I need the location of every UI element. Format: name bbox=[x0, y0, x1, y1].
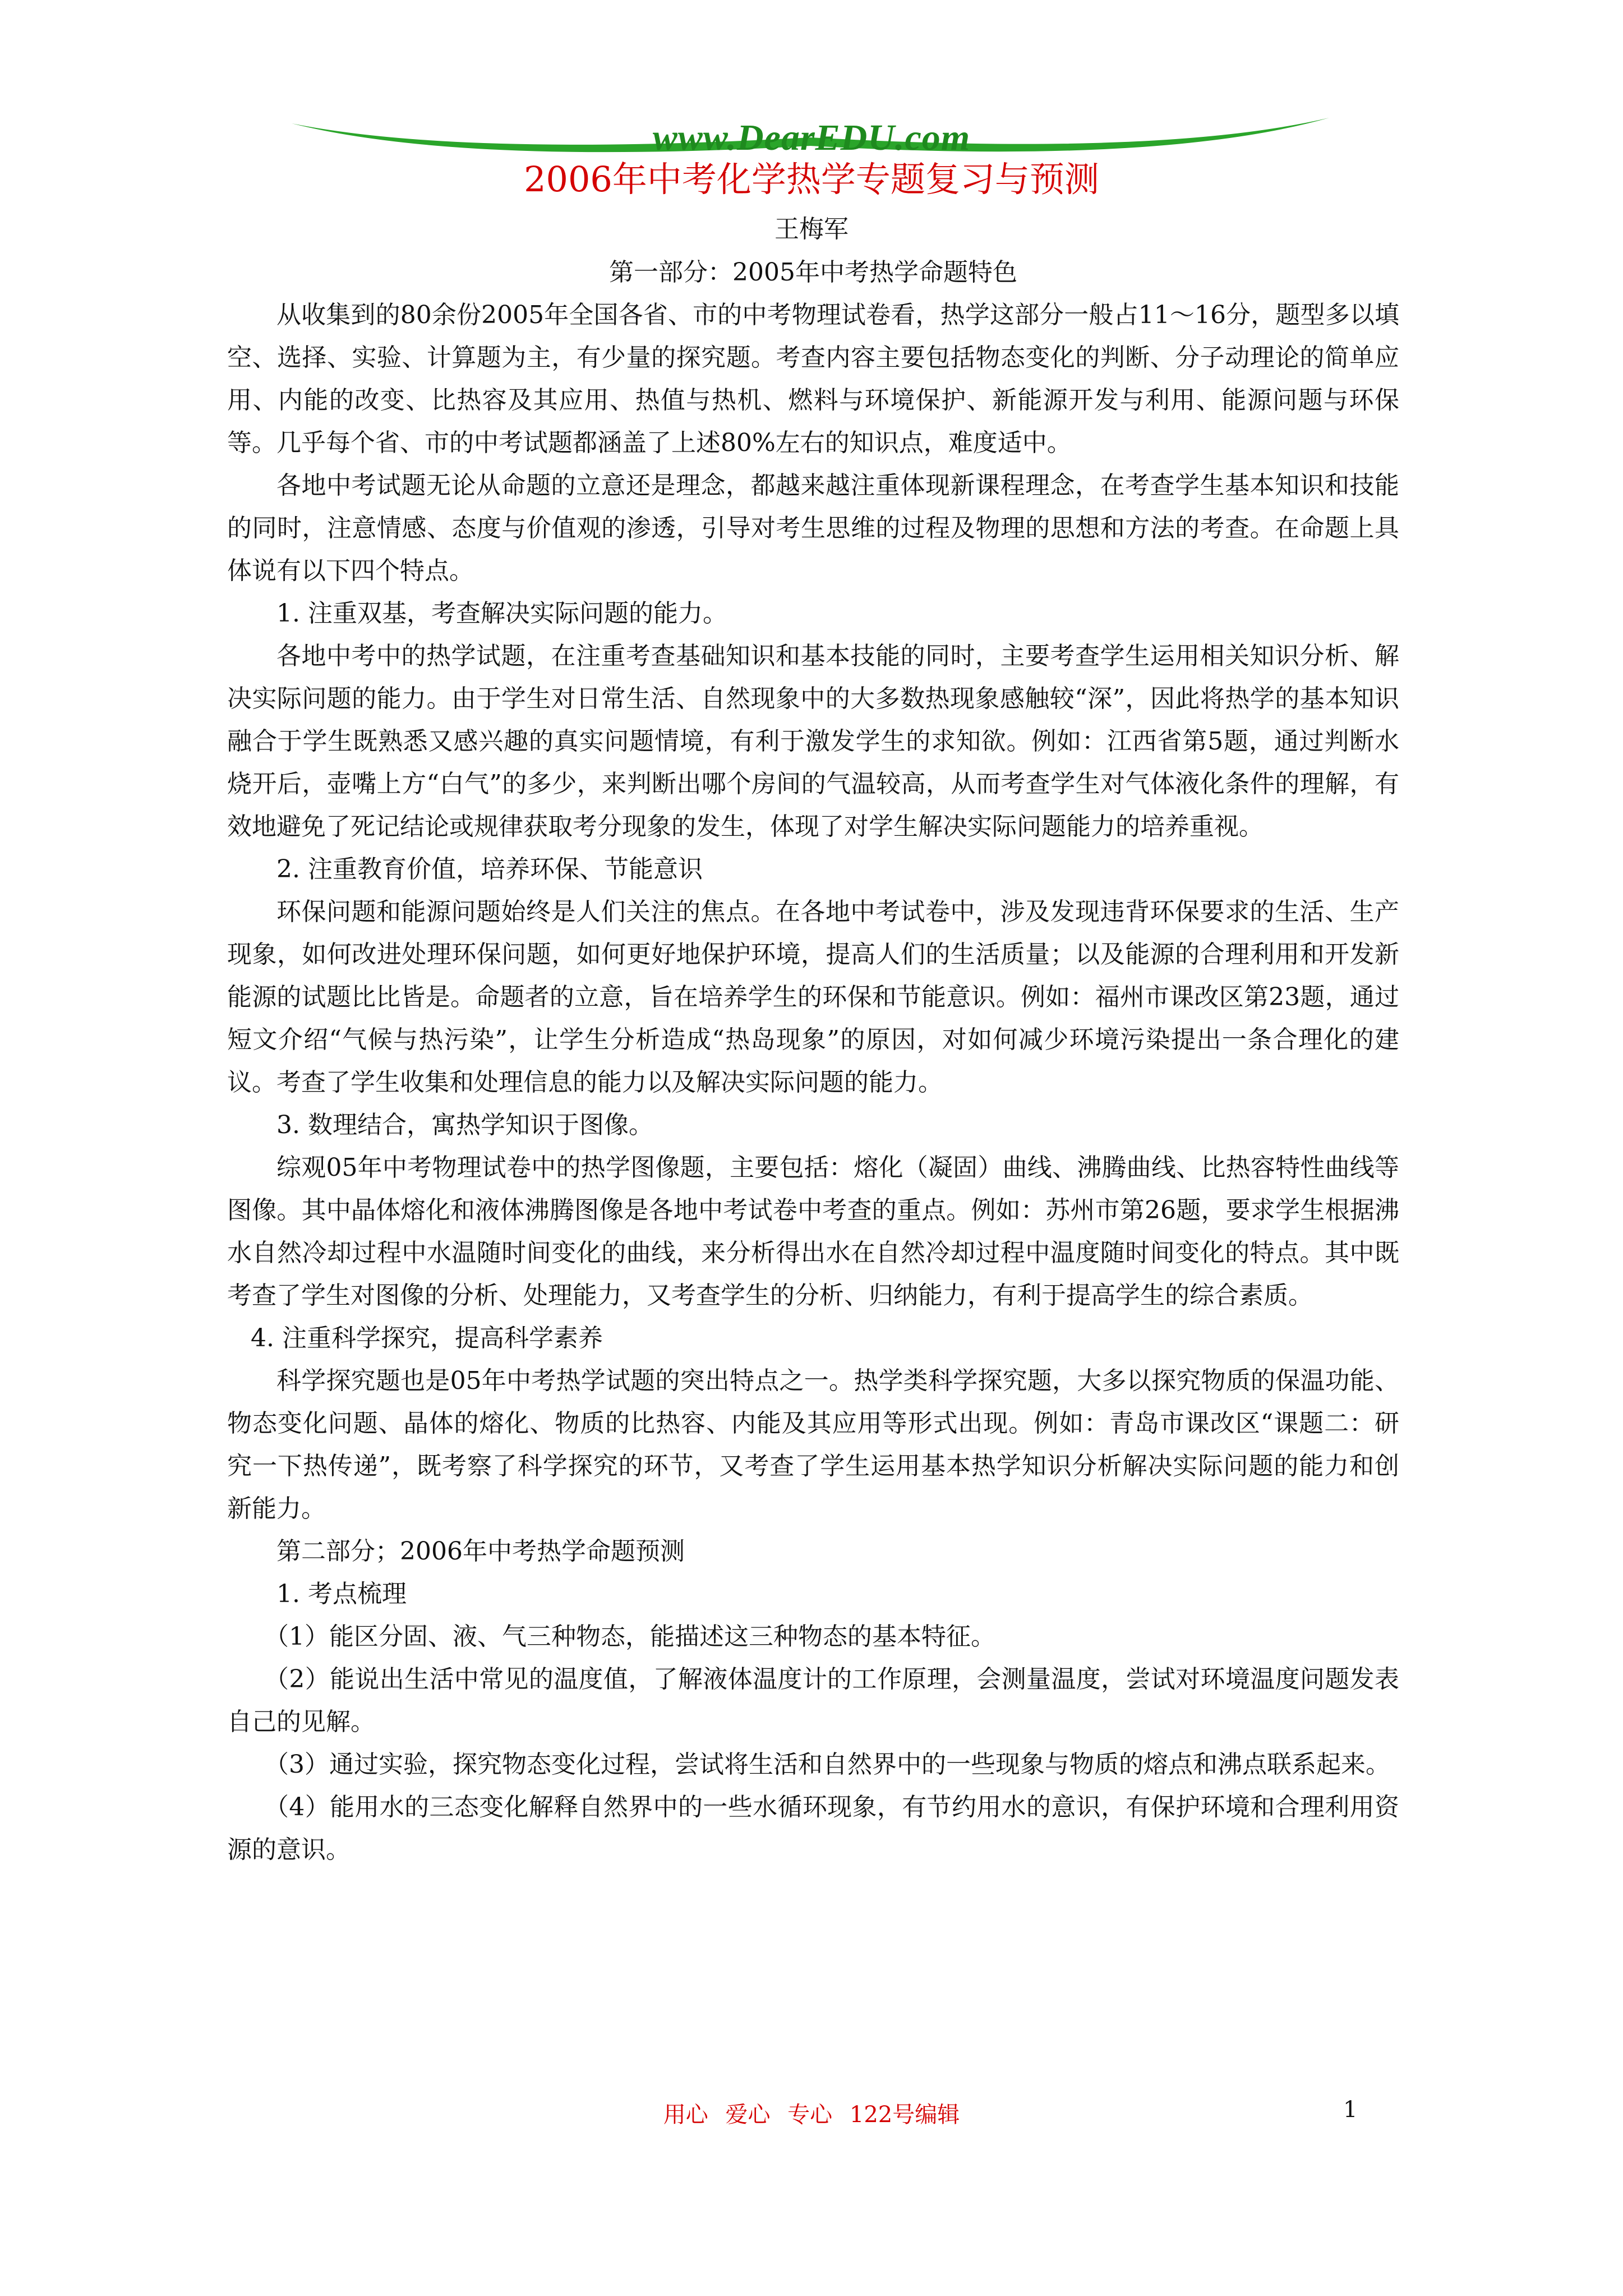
paragraph: 环保问题和能源问题始终是人们关注的焦点。在各地中考试卷中，涉及发现违背环保要求的生活、生产现象，如何改进处理环保问题，如何更好地保护环境，提高人们的生活质量；以及能源的合理利用和开发新能源的试题比比皆是。命题者的立意，旨在培养学生的环保和节能意识。例如：福州市课改区第23题，通过短文介绍“气候与热污染”，让学生分析造成“热岛现象”的原因，对如何减少环境污染提出一条合理化的建议。考查了学生收集和处理信息的能力以及解决实际问题的能力。 bbox=[227, 898, 1399, 1097]
page-number: 1 bbox=[1343, 2097, 1358, 2123]
section-heading: 第一部分：2005年中考热学命题特色 bbox=[609, 258, 1017, 287]
section-heading: 第二部分；2006年中考热学命题预测 bbox=[276, 1537, 685, 1566]
site-logo[interactable]: www.DearEDU.com bbox=[652, 117, 971, 158]
list-heading: 1. 考点梳理 bbox=[276, 1580, 407, 1608]
document-body bbox=[227, 251, 1399, 1871]
list-item: （1）能区分固、液、气三种物态，能描述这三种物态的基本特征。 bbox=[264, 1622, 995, 1651]
paragraph: 综观05年中考物理试卷中的热学图像题，主要包括：熔化（凝固）曲线、沸腾曲线、比热容特性曲线等图像。其中晶体熔化和液体沸腾图像是各地中考试卷中考查的重点。例如：苏州市第26题，要求学生根据沸水自然冷却过程中水温随时间变化的曲线，来分析得出水在自然冷却过程中温度随时间变化的特点。其中既考查了学生对图像的分析、处理能力，又考查学生的分析、归纳能力，有利于提高学生的综合素质。 bbox=[227, 1153, 1399, 1310]
author-name: 王梅军 bbox=[774, 215, 849, 243]
paragraph: 科学探究题也是05年中考热学试题的突出特点之一。热学类科学探究题，大多以探究物质的保温功能、物态变化问题、晶体的熔化、物质的比热容、内能及其应用等形式出现。例如：青岛市课改区“课题二：研究一下热传递”，既考察了科学探究的环节，又考查了学生运用基本热学知识分析解决实际问题的能力和创新能力。 bbox=[227, 1366, 1399, 1523]
document-title: 2006年中考化学热学专题复习与预测 bbox=[524, 159, 1099, 200]
paragraph: 从收集到的80余份2005年全国各省、市的中考物理试卷看，热学这部分一般占11～16分，题型多以填空、选择、实验、计算题为主，有少量的探究题。考查内容主要包括物态变化的判断、分子动理论的简单应用、内能的改变、比热容及其应用、热值与热机、燃料与环境保护、新能源开发与利用、能源问题与环保等。几乎每个省、市的中考试题都涵盖了上述80%左右的知识点，难度适中。 bbox=[227, 301, 1399, 457]
list-heading: 3. 数理结合，寓热学知识于图像。 bbox=[276, 1111, 653, 1139]
paragraph: 各地中考中的热学试题，在注重考查基础知识和基本技能的同时，主要考查学生运用相关知识分析、解决实际问题的能力。由于学生对日常生活、自然现象中的大多数热现象感触较“深”，因此将热学的基本知识融合于学生既熟悉又感兴趣的真实问题情境，有利于激发学生的求知欲。例如：江西省第5题，通过判断水烧开后，壶嘴上方“白气”的多少，来判断出哪个房间的气温较高，从而考查学生对气体液化条件的理解，有效地避免了死记结论或规律获取考分现象的发生，体现了对学生解决实际问题能力的培养重视。 bbox=[227, 642, 1399, 841]
list-item: （4）能用水的三态变化解释自然界中的一些水循环现象，有节约用水的意识，有保护环境和合理利用资源的意识。 bbox=[227, 1793, 1399, 1864]
list-item: （3）通过实验，探究物态变化过程，尝试将生活和自然界中的一些现象与物质的熔点和沸点联系起来。 bbox=[264, 1750, 1390, 1779]
list-heading: 2. 注重教育价值，培养环保、节能意识 bbox=[276, 855, 703, 884]
list-heading: 4. 注重科学探究，提高科学素养 bbox=[251, 1324, 603, 1352]
paragraph: 各地中考试题无论从命题的立意还是理念，都越来越注重体现新课程理念，在考查学生基本知识和技能的同时，注意情感、态度与价值观的渗透，引导对考生思维的过程及物理的思想和方法的考查。在命题上具体说有以下四个特点。 bbox=[227, 471, 1399, 585]
list-item: （2）能说出生活中常见的温度值，了解液体温度计的工作原理，会测量温度，尝试对环境温度问题发表自己的见解。 bbox=[227, 1665, 1399, 1736]
list-heading: 1. 注重双基，考查解决实际问题的能力。 bbox=[276, 599, 727, 628]
page-footer: 用心 爱心 专心 122号编辑 bbox=[663, 2102, 960, 2128]
